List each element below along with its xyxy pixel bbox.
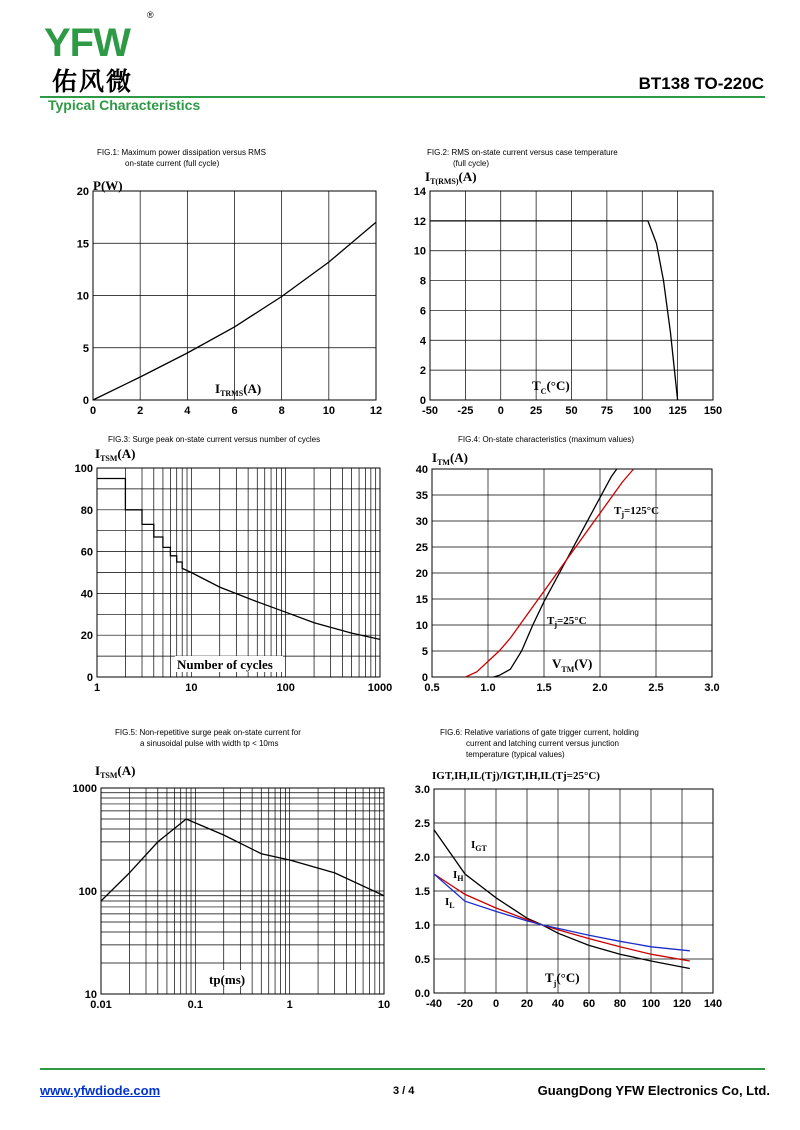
fig6-x-label-sub: j [553,979,557,988]
fig5-caption-line1: FIG.5: Non-repetitive surge peak on-state current for [115,728,301,737]
fig1-y-tick: 5 [82,342,89,355]
fig3-y-tick: 40 [80,588,93,601]
fig4-caption-line1: FIG.4: On-state characteristics (maximum values) [458,435,635,444]
fig3-x-tick: 10 [185,682,198,694]
fig3-y-tick: 100 [74,463,93,475]
fig6-x-tick: 120 [672,998,692,1010]
fig2-x-tick: 50 [565,405,578,417]
fig2-y-tick: 12 [413,215,426,228]
fig5-y-tick: 10 [84,989,97,1001]
fig1-x-tick: 4 [184,405,191,417]
fig6-label-ih-main: I [453,869,458,881]
fig5-y-tick: 100 [78,886,97,898]
fig2-caption-line2: (full cycle) [453,159,490,168]
fig1-x-tick: 8 [278,405,285,417]
fig3-caption-line1: FIG.3: Surge peak on-state current versus number of cycles [108,435,321,444]
fig1-caption-line2: on-state current (full cycle) [125,159,220,168]
fig6-y-tick: 2.0 [414,852,430,864]
fig3-y-tick: 20 [80,630,93,643]
fig6-x-label [545,970,580,988]
fig6-x-tick: -40 [426,998,442,1010]
fig6-label-il-sub: L [449,901,455,910]
fig4-y-tick: 30 [415,516,428,528]
fig1-y-tick: 0 [82,395,89,407]
fig4-curve-label-125 [614,505,659,519]
fig2-x-label-unit: (°C) [546,378,570,393]
fig3-y-tick: 60 [80,546,93,559]
website-link[interactable]: www.yfwdiode.com [40,1083,161,1098]
fig2-y-label-sub: T(RMS) [430,177,459,186]
fig5-x-tick: 0.1 [187,999,203,1011]
fig2-caption-line1: FIG.2: RMS on-state current versus case temperature [427,148,618,157]
fig6-x-label-unit: (°C) [556,970,580,985]
fig6-curve-ih [434,874,690,961]
fig4-y-label [432,450,468,467]
fig1-x-label-sub: TRMS [220,389,244,398]
fig6-x-tick: 0 [492,998,500,1010]
fig1-caption-line1: FIG.1: Maximum power dissipation versus RMS [97,148,266,157]
fig4-plot-area [416,464,720,694]
fig2-x-label [532,378,570,396]
fig6-label-igt-main: I [471,839,476,851]
fig6-x-tick: 40 [551,998,565,1010]
fig4-y-tick: 35 [415,490,428,502]
fig5-x-tick: 10 [377,999,391,1011]
fig2-y-tick: 2 [419,365,426,378]
fig4-curve-label-25-sub: j [554,620,558,629]
fig5-y-tick: 1000 [72,783,97,795]
logo-chinese-text: 佑风微 [52,67,134,96]
fig4-y-label-main: I [432,450,438,465]
fig4-y-tick: 10 [415,620,428,632]
fig2-y-tick: 6 [419,305,426,318]
fig6-y-tick: 3.0 [414,784,430,796]
fig4-x-label-main: V [552,656,562,671]
fig3-y-label-main: I [95,446,101,461]
fig3-x-tick: 1000 [367,682,393,694]
fig5-y-label-main: I [95,763,101,778]
fig1-x-tick: 10 [322,405,335,417]
fig2-x-label-sub: C [540,387,547,396]
fig4-x-tick: 1.5 [536,682,552,694]
fig1-x-tick: 12 [369,405,383,417]
fig2 [414,148,722,417]
fig6-label-igt-sub: GT [475,844,487,853]
fig4-y-tick: 0 [421,672,428,684]
registered-mark: ® [147,10,154,20]
fig3-y-label [95,446,135,463]
fig3-y-label-sub: TSM [100,454,118,463]
fig2-x-tick: 125 [668,405,687,417]
fig4-curve-label-125-main: T [614,505,622,517]
fig1-y-label: P(W) [93,178,123,193]
fig1-y-tick: 10 [76,290,89,303]
fig4-curve-label-25-unit: =25°C [557,615,587,627]
fig6 [415,728,722,1010]
fig1-x-label [215,381,261,398]
fig2-x-tick: 0 [497,405,504,417]
fig6-y-tick: 1.5 [414,886,430,898]
fig4-y-label-sub: TM [437,458,450,467]
fig2-y-tick: 8 [419,275,426,288]
fig4-curve-label-125-unit: =125°C [624,505,660,517]
fig1-x-tick: 0 [89,405,97,417]
fig3-y-tick: 0 [86,672,93,684]
fig5-y-label [95,763,135,780]
fig2-y-label-main: I [425,169,431,184]
fig2-x-tick: 100 [633,405,652,417]
fig4-curve-label-25-main: T [547,615,555,627]
fig2-y-tick: 10 [413,245,426,258]
fig6-y-tick: 0.5 [414,954,430,966]
fig6-caption-line1: FIG.6: Relative variations of gate trigger current, holding [440,728,639,737]
fig3-y-tick: 80 [80,504,93,517]
fig4-y-tick: 15 [415,594,428,606]
fig4-y-tick: 20 [415,568,428,580]
fig2-x-tick: 75 [600,405,613,417]
fig3-x-tick: 100 [276,682,295,694]
fig4 [416,435,720,694]
fig1-x-label-unit: (A) [243,381,262,396]
fig5-x-tick: 0.01 [90,999,112,1011]
fig6-curve-il [434,874,690,951]
fig6-y-tick: 1.0 [414,920,430,932]
fig6-caption-line3: temperature (typical values) [466,750,565,759]
fig6-x-tick: 80 [613,998,627,1010]
fig5-caption-line2: a sinusoidal pulse with width tp < 10ms [140,739,279,748]
fig1 [77,148,382,417]
fig6-y-label: IGT,IH,IL(Tj)/IGT,IH,IL(Tj=25°C) [432,770,600,782]
fig6-x-tick: -20 [457,998,473,1010]
fig2-x-tick: -25 [457,405,474,417]
fig3-y-label-unit: (A) [117,446,136,461]
fig4-y-tick: 40 [415,464,428,476]
fig2-y-tick: 14 [413,186,426,198]
fig6-x-tick: 140 [703,998,723,1010]
fig4-x-tick: 3.0 [704,682,720,694]
fig2-x-tick: 150 [703,405,723,417]
fig4-y-tick: 5 [421,646,428,658]
footer-divider [40,1068,765,1070]
fig6-x-label-main: T [545,970,554,985]
fig6-label-ih-sub: H [457,874,464,883]
fig4-x-label-sub: TM [561,665,575,674]
fig4-x-tick: 0.5 [424,682,440,694]
fig1-x-tick: 6 [231,405,238,417]
fig1-plot-area [77,186,382,417]
fig3-x-label: Number of cycles [177,657,273,672]
section-title: Typical Characteristics [48,97,201,113]
fig1-y-tick: 15 [76,238,89,251]
fig4-x-label [552,656,592,674]
fig4-y-label-unit: (A) [449,450,468,465]
fig4-x-tick: 2.5 [648,682,664,694]
part-number: BT138 TO-220C [638,74,764,93]
fig6-caption-line2: current and latching current versus junction [466,739,619,748]
fig6-x-tick: 20 [520,998,534,1010]
fig6-x-tick: 60 [582,998,596,1010]
fig2-y-label [425,169,477,186]
fig4-y-tick: 25 [415,542,428,554]
fig3 [75,435,393,694]
fig4-x-label-unit: (V) [574,656,593,671]
fig5-x-tick: 1 [286,999,293,1011]
fig2-x-tick: -50 [422,405,438,417]
fig4-x-tick: 2.0 [592,682,608,694]
logo-text: YFW [44,21,130,65]
fig2-y-label-unit: (A) [458,169,477,184]
fig2-x-label-main: T [532,378,541,393]
fig1-x-label-main: I [215,381,221,396]
fig4-curve-label-125-sub: j [621,510,625,519]
fig5-x-label: tp(ms) [209,972,246,987]
fig3-x-tick: 1 [93,682,101,694]
fig6-label-il [445,896,455,910]
fig6-x-tick: 100 [641,998,661,1010]
fig6-label-igt [471,839,488,853]
page-number: 3 / 4 [393,1085,415,1097]
fig2-y-tick: 0 [419,395,426,407]
fig5-y-label-unit: (A) [117,763,136,778]
fig2-x-tick: 25 [530,405,543,417]
fig6-y-tick: 2.5 [414,818,430,830]
fig5 [73,728,391,1011]
fig3-curve [97,479,380,640]
fig5-y-label-sub: TSM [100,771,118,780]
fig2-y-tick: 4 [419,335,426,348]
company-name: GuangDong YFW Electronics Co, Ltd. [537,1083,770,1098]
fig6-label-il-main: I [445,896,450,908]
fig1-x-tick: 2 [137,405,144,417]
fig6-y-tick: 0.0 [414,988,430,1000]
fig4-curve-label-25 [547,615,587,629]
fig4-x-tick: 1.0 [480,682,496,694]
fig1-y-tick: 20 [76,186,89,198]
